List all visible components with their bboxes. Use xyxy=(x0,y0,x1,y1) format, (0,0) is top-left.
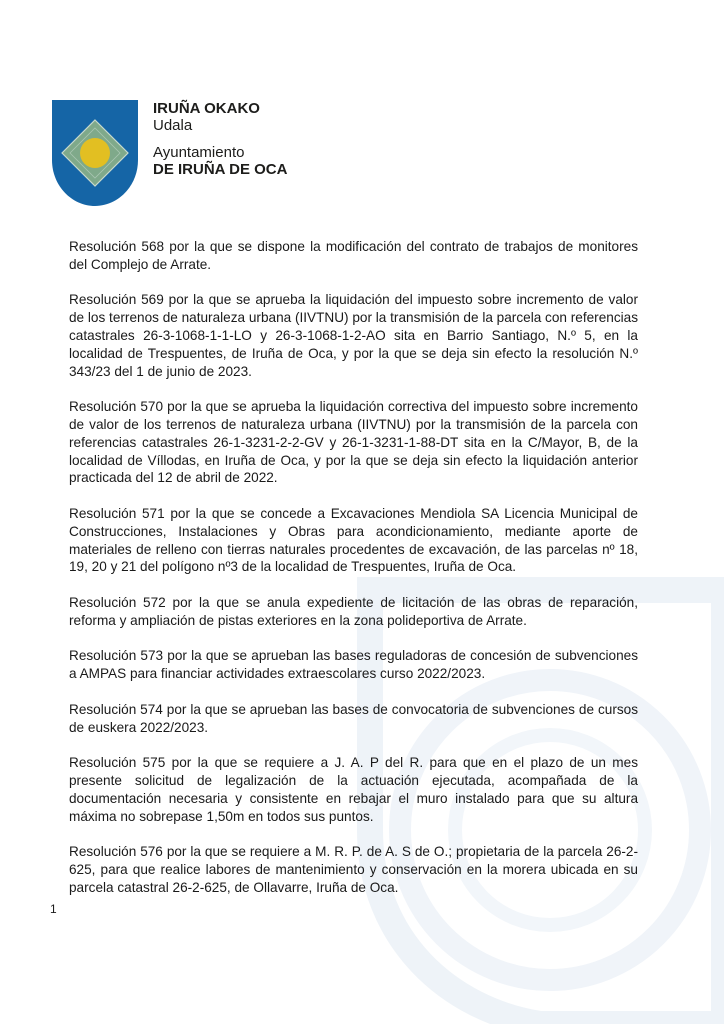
resolutions-list xyxy=(69,238,638,914)
municipal-crest-icon xyxy=(52,100,138,206)
resolution-paragraph: Resolución 569 por la que se aprueba la liquidación del impuesto sobre incremento de valor de los terrenos de naturaleza urbana (IIVTNU) por la transmisión de la parcela con referencias catastrales 26-3-1068-1-1-LO y 26-3-1068-1-2-AO sita en Barrio Santiago, N.º 5, en la localidad de Trespuentes, de Iruña de Oca, y por la que se deja sin efecto la resolución N.º 343/23 del 1 de junio de 2023. xyxy=(69,292,638,379)
page-number: 1 xyxy=(50,902,57,916)
resolution-paragraph: Resolución 571 por la que se concede a Excavaciones Mendiola SA Licencia Municipal de Construcciones, Instalaciones y Obras para acondicionamiento, mediante aporte de materiales de relleno con tierras naturales procedentes de excavación, de las parcelas nº 18, 19, 20 y 21 del polígono nº3 de la localidad de Trespuentes, Iruña de Oca. xyxy=(69,505,638,575)
org-name-basque: IRUÑA OKAKO xyxy=(153,100,260,117)
resolution-paragraph: Resolución 574 por la que se aprueban las bases de convocatoria de subvenciones de cursos de euskera 2022/2023. xyxy=(69,701,638,735)
resolution-paragraph: Resolución 568 por la que se dispone la modificación del contrato de trabajos de monitores del Complejo de Arrate. xyxy=(69,239,638,272)
org-subtitle-spanish: Ayuntamiento xyxy=(153,144,245,161)
organization-name xyxy=(153,100,373,178)
resolution-paragraph: Resolución 575 por la que se requiere a J. A. P del R. para que en el plazo de un mes presente solicitud de legalización de la actuación ejecutada, acompañada de la documentación necesaria y consistente en rebajar el muro instalado para que su altura máxima no sobrepase 1,50m en todos sus puntos. xyxy=(69,755,638,824)
resolution-paragraph: Resolución 572 por la que se anula expediente de licitación de las obras de reparación, reforma y ampliación de pistas exteriores en la zona polideportiva de Arrate. xyxy=(69,594,638,628)
resolution-paragraph: Resolución 576 por la que se requiere a M. R. P. de A. S de O.; propietaria de la parcela 26-2-625, para que realice labores de mantenimiento y conservación en la morera ubicada en su parcela catastral 26-2-625, de Ollavarre, Iruña de Oca. xyxy=(69,844,638,895)
org-subtitle-basque: Udala xyxy=(153,117,193,134)
org-name-spanish: DE IRUÑA DE OCA xyxy=(153,161,288,178)
resolution-paragraph: Resolución 570 por la que se aprueba la liquidación correctiva del impuesto sobre incremento de valor de los terrenos de naturaleza urbana (IIVTNU) por la transmisión de la parcela con referencias catastrales 26-1-3231-2-2-GV y 26-1-3231-1-88-DT sita en la C/Mayor, B, de la localidad de Víllodas, en Iruña de Oca, y por la que se deja sin efecto la liquidación anterior practicada del 12 de abril de 2022. xyxy=(69,399,638,486)
resolution-paragraph: Resolución 573 por la que se aprueban las bases reguladoras de concesión de subvenciones a AMPAS para financiar actividades extraescolares curso 2022/2023. xyxy=(69,648,638,682)
